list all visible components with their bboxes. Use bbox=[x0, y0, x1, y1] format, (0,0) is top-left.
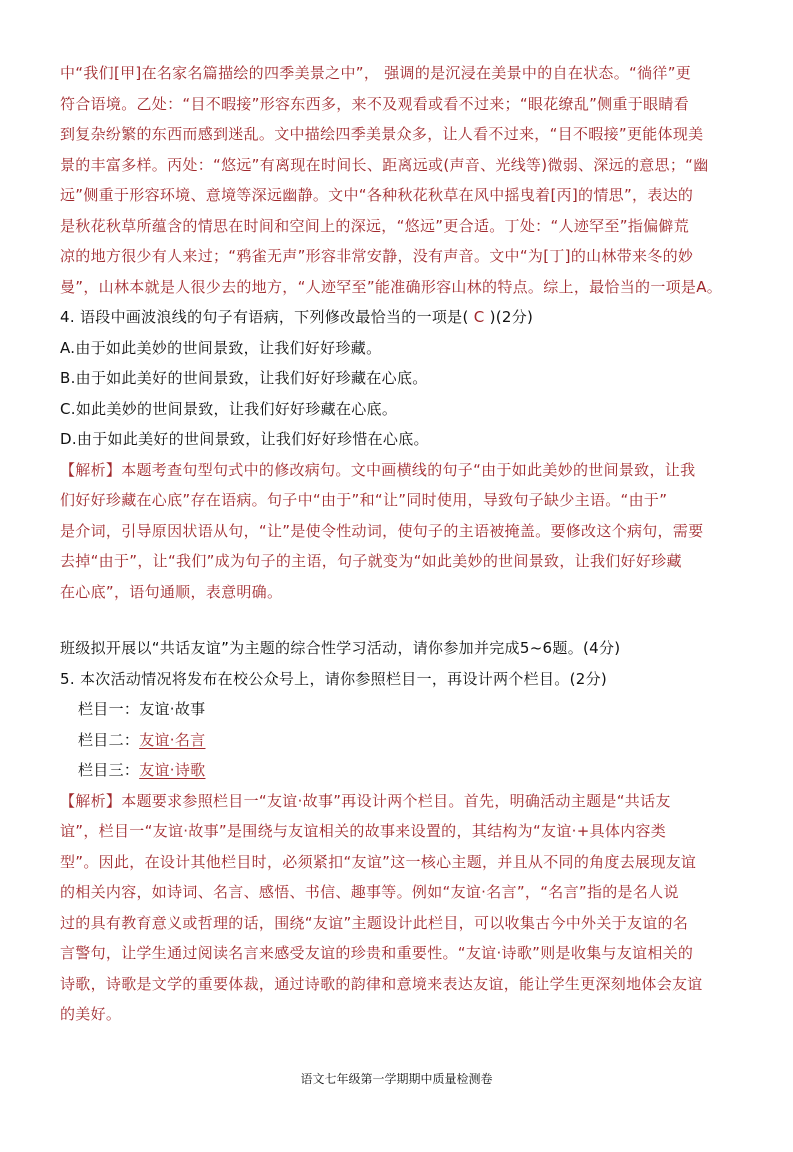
analysis-line: 【解析】本题要求参照栏目一“友谊·故事”再设计两个栏目。首先，明确活动主题是“共话友 bbox=[60, 791, 671, 810]
analysis-line: 诗歌，诗歌是文学的重要体裁，通过诗歌的韵律和意境来表达友谊，能让学生更深刻地体会友谊 bbox=[60, 974, 703, 993]
column-answer: 友谊·名言 bbox=[139, 730, 206, 749]
analysis-line: 去掉“由于”，让“我们”成为句子的主语，句子就变为“如此美妙的世间景致，让我们好好珍藏 bbox=[60, 552, 682, 570]
question-stem: 5. 本次活动情况将发布在校公众号上，请你参照栏目一，再设计两个栏目。(2分) bbox=[60, 669, 608, 688]
text-line: 景的丰富多样。丙处：“悠远”有离现在时间长、距离远或(声音、光线等)微弱、深远的意思；“幽 bbox=[60, 155, 709, 174]
option-c: C.如此美妙的世间景致，让我们好好珍藏在心底。 bbox=[60, 399, 398, 418]
text-line: 远”侧重于形容环境、意境等深远幽静。文中“各种秋花秋草在风中摇曳着[丙]的情思”，表达的 bbox=[60, 186, 694, 204]
column-two bbox=[60, 725, 740, 756]
question-5 bbox=[60, 664, 740, 1030]
page-footer: 语文七年级第一学期期中质量检测卷 bbox=[300, 1072, 493, 1086]
stem-text: 4. 语段中画波浪线的句子有语病，下列修改最恰当的一项是( bbox=[60, 308, 469, 326]
column-answer: 友谊·诗歌 bbox=[139, 761, 206, 779]
option-b: B.由于如此美好的世间景致，让我们好好珍藏在心底。 bbox=[60, 369, 428, 387]
section-intro-text: 班级拟开展以“共话友谊”为主题的综合性学习活动，请你参加并完成5~6题。(4分) bbox=[60, 639, 621, 657]
analysis-line: 是介词，引导原因状语从句，“让”是使令性动词，使句子的主语被掩盖。要修改这个病句，需要 bbox=[60, 521, 704, 540]
analysis-line: 【解析】本题考查句型句式中的修改病句。文中画横线的句子“由于如此美妙的世间景致，让我 bbox=[60, 460, 696, 479]
text-line: 曼”，山林本就是人很少去的地方，“人迹罕至”能准确形容山林的特点。综上，最恰当的一项是A。 bbox=[60, 277, 723, 296]
analysis-paragraph-q3 bbox=[60, 58, 740, 302]
question-4 bbox=[60, 302, 740, 607]
text-line: 到复杂纷繁的东西而感到迷乱。文中描绘四季美景众多，让人看不过来，“目不暇接”更能体现美 bbox=[60, 125, 704, 143]
section-gap bbox=[60, 607, 740, 633]
text-line: 中“我们[甲]在名家名篇描绘的四季美景之中”， 强调的是沉浸在美景中的自在状态。“徜徉”更 bbox=[60, 64, 692, 82]
column-label: 栏目三： bbox=[78, 761, 140, 779]
text-line: 是秋花秋草所蕴含的情思在时间和空间上的深远，“悠远”更合适。丁处：“人迹罕至”指偏僻荒 bbox=[60, 216, 689, 235]
answer-letter: C bbox=[473, 308, 485, 326]
option-a: A.由于如此美妙的世间景致，让我们好好珍藏。 bbox=[60, 338, 382, 357]
analysis-line: 谊”，栏目一“友谊·故事”是围绕与友谊相关的故事来设置的，其结构为“友谊·+具体内容类 bbox=[60, 822, 667, 840]
text-line: 符合语境。乙处：“目不暇接”形容东西多，来不及观看或看不过来；“眼花缭乱”侧重于眼睛看 bbox=[60, 94, 689, 113]
section-intro bbox=[60, 633, 740, 664]
analysis-line: 型”。因此，在设计其他栏目时，必须紧扣“友谊”这一核心主题，并且从不同的角度去展现友谊 bbox=[60, 852, 697, 871]
column-label: 栏目一： bbox=[78, 700, 140, 718]
column-one bbox=[60, 694, 740, 725]
question-stem bbox=[60, 302, 740, 333]
text-line: 凉的地方很少有人来过；“鸦雀无声”形容非常安静，没有声音。文中“为[丁]的山林带来冬的妙 bbox=[60, 247, 694, 265]
column-value: 友谊·故事 bbox=[139, 700, 206, 718]
analysis-line: 的相关内容，如诗词、名言、感悟、书信、趣事等。例如“友谊·名言”，“名言”指的是名人说 bbox=[60, 883, 679, 901]
analysis-line: 们好好珍藏在心底”存在语病。句子中“由于”和“让”同时使用，导致句子缺少主语。“由于” bbox=[60, 491, 668, 509]
column-three bbox=[60, 755, 740, 786]
option-d: D.由于如此美好的世间景致，让我们好好珍惜在心底。 bbox=[60, 430, 429, 448]
analysis-line: 言警句，让学生通过阅读名言来感受友谊的珍贵和重要性。“友谊·诗歌”则是收集与友谊相关的 bbox=[60, 944, 694, 962]
analysis-line: 过的具有教育意义或哲理的话，围绕“友谊”主题设计此栏目，可以收集古今中外关于友谊的名 bbox=[60, 913, 689, 932]
column-label: 栏目二： bbox=[78, 730, 140, 749]
stem-score: )(2分) bbox=[489, 308, 534, 326]
analysis-line: 在心底”，语句通顺，表意明确。 bbox=[60, 582, 283, 601]
document-page bbox=[60, 58, 740, 1030]
analysis-line: 的美好。 bbox=[60, 1005, 122, 1023]
